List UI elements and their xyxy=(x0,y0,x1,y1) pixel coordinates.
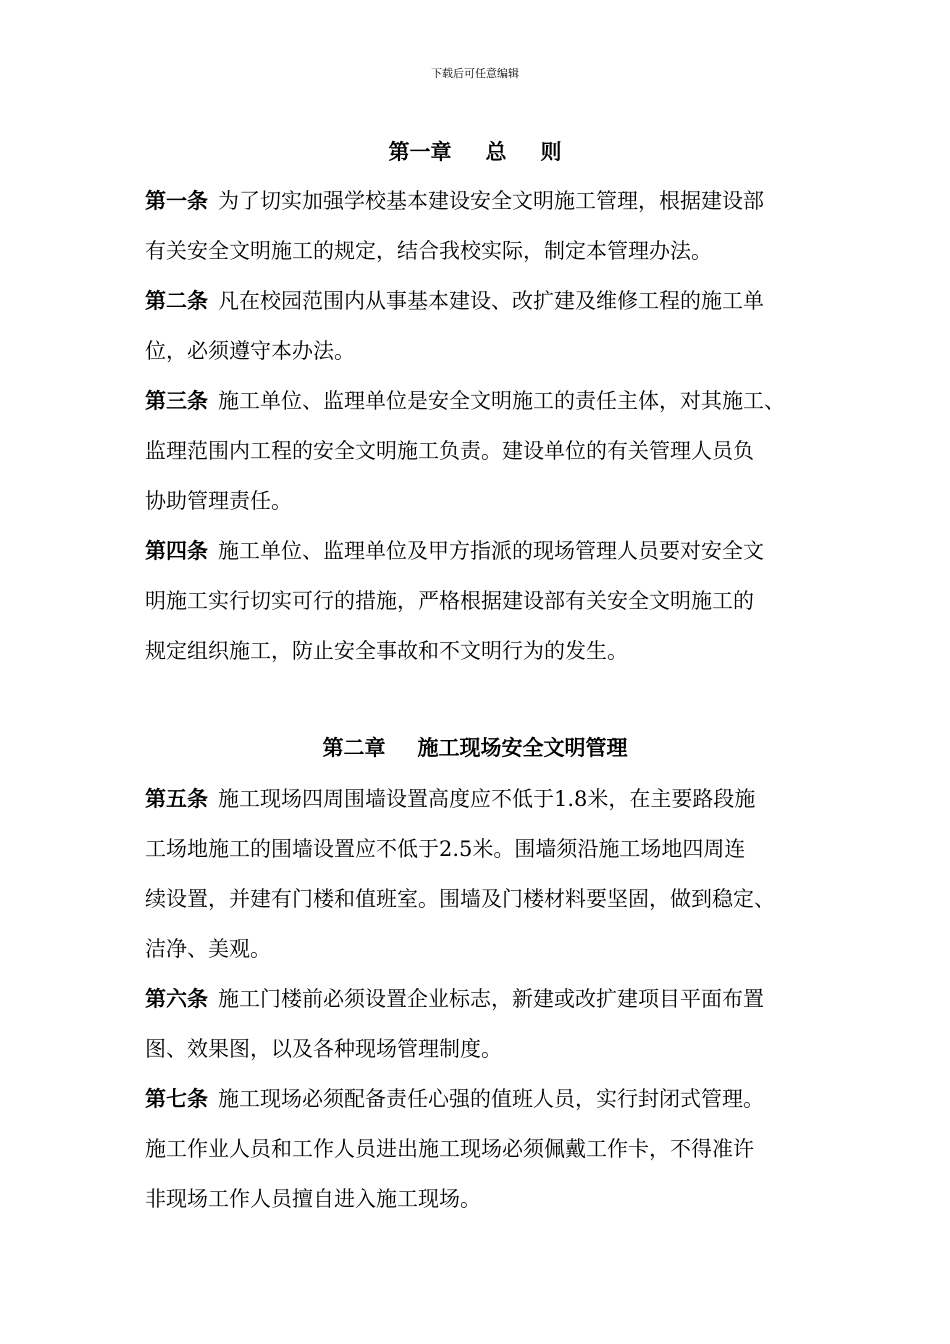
article-5-line-1: 第五条 施工现场四周围墙设置高度应不低于1.8米，在主要路段施 xyxy=(145,787,756,811)
article-4-line-1: 第四条 施工单位、监理单位及甲方指派的现场管理人员要对安全文 xyxy=(145,539,764,563)
chapter-2-title: 施工现场安全文明管理 xyxy=(417,736,628,760)
chapter-1-label: 第一章 xyxy=(388,140,452,164)
article-2-label: 第二条 xyxy=(145,289,208,313)
chapter-1-heading xyxy=(0,137,950,167)
article-5-line-3: 续设置，并建有门楼和值班室。围墙及门楼材料要坚固，做到稳定、 xyxy=(145,887,775,911)
article-3-line-1: 第三条 施工单位、监理单位是安全文明施工的责任主体，对其施工、 xyxy=(145,389,785,413)
article-7-label: 第七条 xyxy=(145,1087,208,1111)
article-4-line-2: 明施工实行切实可行的措施，严格根据建设部有关安全文明施工的 xyxy=(145,589,754,613)
article-3-label: 第三条 xyxy=(145,389,208,413)
article-1-line-2: 有关安全文明施工的规定，结合我校实际，制定本管理办法。 xyxy=(145,239,712,263)
article-4-label: 第四条 xyxy=(145,539,208,563)
article-4-line-3: 规定组织施工，防止安全事故和不文明行为的发生。 xyxy=(145,639,628,663)
article-6-label: 第六条 xyxy=(145,987,208,1011)
article-6-line-2: 图、效果图，以及各种现场管理制度。 xyxy=(145,1037,502,1061)
article-1-line-1: 第一条 为了切实加强学校基本建设安全文明施工管理，根据建设部 xyxy=(145,189,764,213)
chapter-1-title-a: 总 xyxy=(485,140,507,164)
article-7-line-1: 第七条 施工现场必须配备责任心强的值班人员，实行封闭式管理。 xyxy=(145,1087,764,1111)
article-7-line-2: 施工作业人员和工作人员进出施工现场必须佩戴工作卡，不得准许 xyxy=(145,1137,754,1161)
article-7-line-3: 非现场工作人员擅自进入施工现场。 xyxy=(145,1187,481,1211)
article-5-line-4: 洁净、美观。 xyxy=(145,937,271,961)
page-header-note: 下载后可任意编辑 xyxy=(431,67,519,80)
article-5-line-2: 工场地施工的围墙设置应不低于2.5米。围墙须沿施工场地四周连 xyxy=(145,837,746,861)
article-3-line-2: 监理范围内工程的安全文明施工负责。建设单位的有关管理人员负 xyxy=(145,439,754,463)
chapter-1-title-b: 则 xyxy=(540,140,562,164)
article-6-line-1: 第六条 施工门楼前必须设置企业标志，新建或改扩建项目平面布置 xyxy=(145,987,764,1011)
article-5-label: 第五条 xyxy=(145,787,208,811)
chapter-2-label: 第二章 xyxy=(322,736,386,760)
article-2-line-2: 位，必须遵守本办法。 xyxy=(145,339,355,363)
article-2-line-1: 第二条 凡在校园范围内从事基本建设、改扩建及维修工程的施工单 xyxy=(145,289,764,313)
chapter-2-heading xyxy=(0,733,950,763)
article-1-label: 第一条 xyxy=(145,189,208,213)
article-3-line-3: 协助管理责任。 xyxy=(145,489,292,513)
